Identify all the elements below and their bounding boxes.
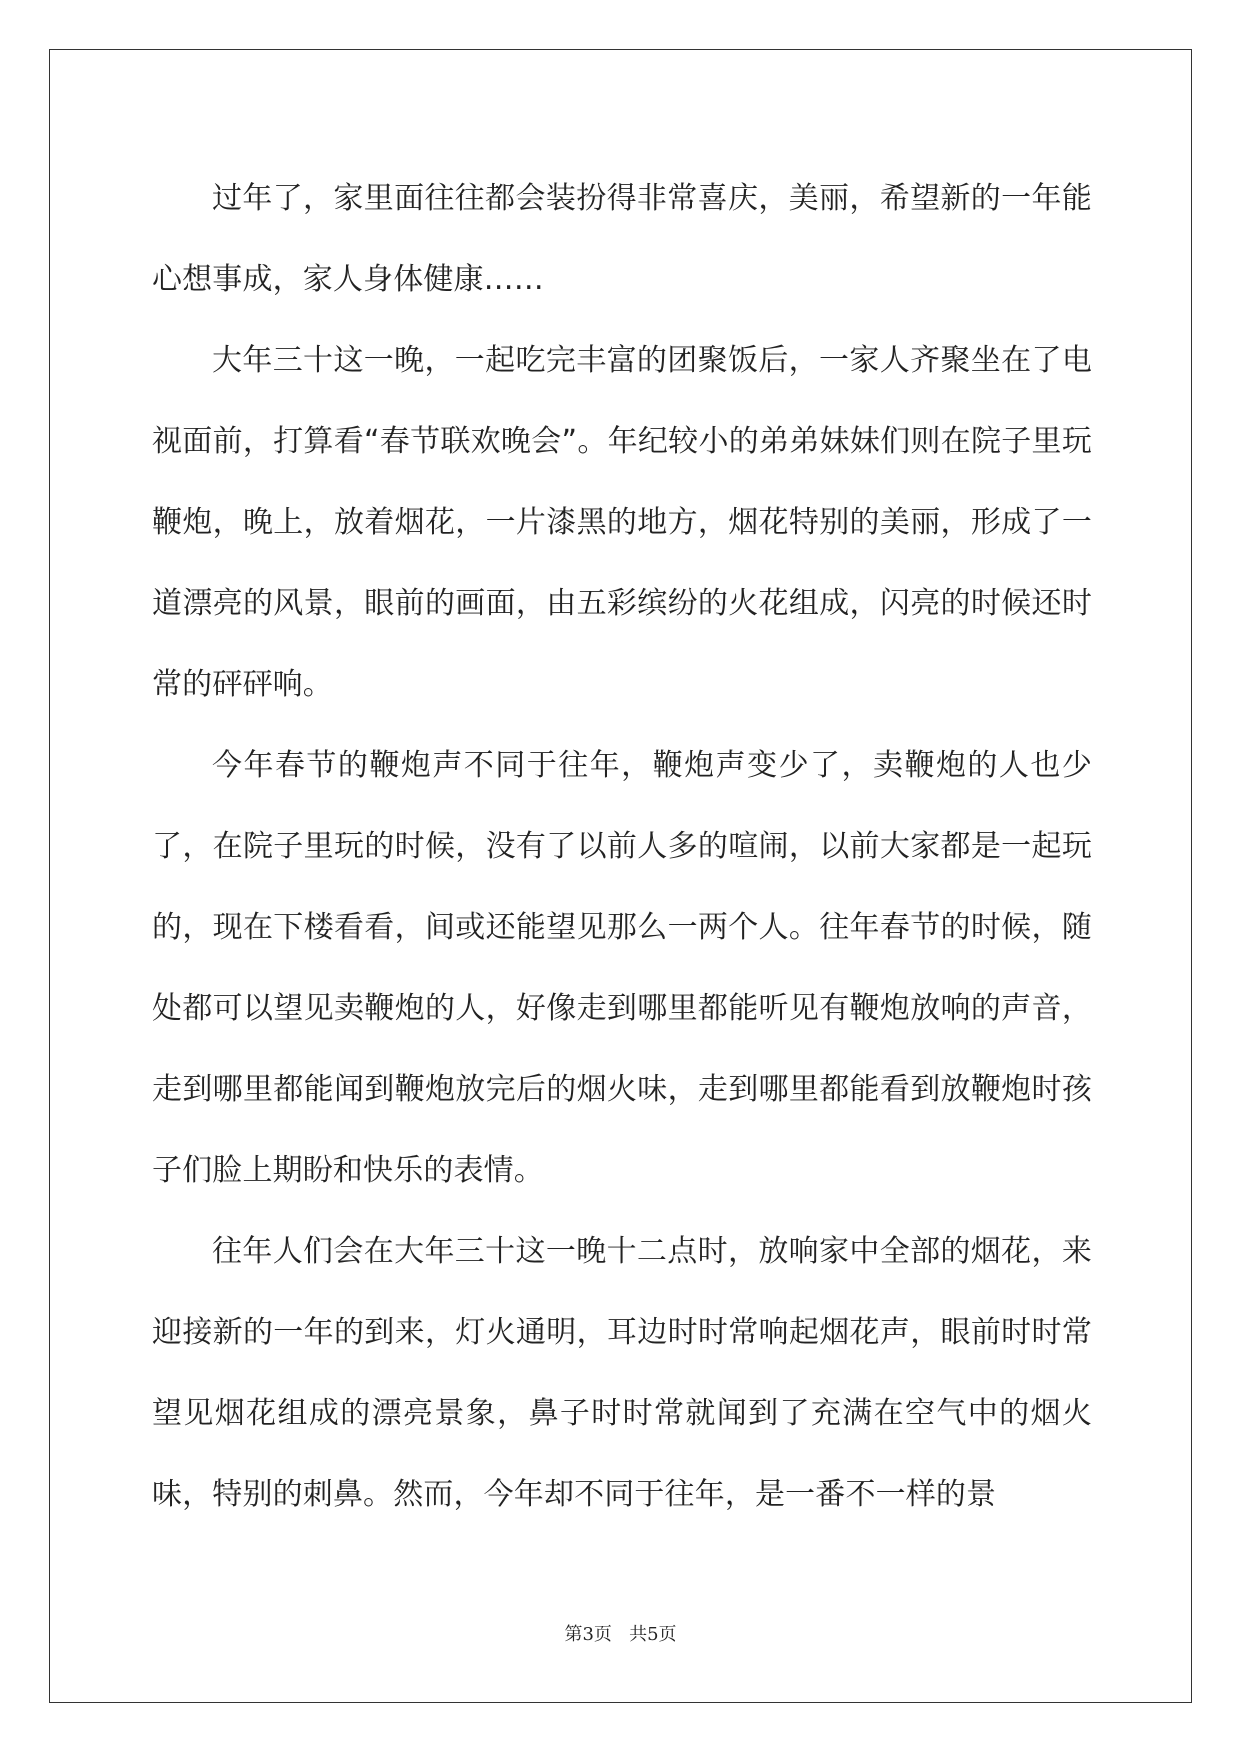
page-number: 第3页 — [564, 1624, 612, 1645]
footer-gap — [612, 1624, 629, 1645]
page-total: 共5页 — [629, 1624, 677, 1645]
paragraph-4: 往年人们会在大年三十这一晚十二点时，放响家中全部的烟花，来迎接新的一年的到来，灯火通明，耳边时时常响起烟花声，眼前时时常望见烟花组成的漂亮景象，鼻子时时常就闻到了充满在空气中的烟火味，特别的刺鼻。然而，今年却不同于往年，是一番不一样的景 — [152, 1234, 1092, 1512]
paragraph-2: 大年三十这一晚，一起吃完丰富的团聚饭后，一家人齐聚坐在了电视面前，打算看“春节联欢晚会”。年纪较小的弟弟妹妹们则在院子里玩鞭炮，晚上，放着烟花，一片漆黑的地方，烟花特别的美丽，形成了一道漂亮的风景，眼前的画面，由五彩缤纷的火花组成，闪亮的时候还时常的砰砰响。 — [152, 343, 1092, 702]
document-body — [152, 158, 1092, 1535]
paragraph-1: 过年了，家里面往往都会装扮得非常喜庆，美丽，希望新的一年能心想事成，家人身体健康…… — [152, 181, 1092, 297]
page-footer — [0, 1620, 1241, 1646]
paragraph-3: 今年春节的鞭炮声不同于往年，鞭炮声变少了，卖鞭炮的人也少了，在院子里玩的时候，没有了以前人多的喧闹，以前大家都是一起玩的，现在下楼看看，间或还能望见那么一两个人。往年春节的时候，随处都可以望见卖鞭炮的人，好像走到哪里都能听见有鞭炮放响的声音，走到哪里都能闻到鞭炮放完后的烟火味，走到哪里都能看到放鞭炮时孩子们脸上期盼和快乐的表情。 — [152, 748, 1092, 1188]
